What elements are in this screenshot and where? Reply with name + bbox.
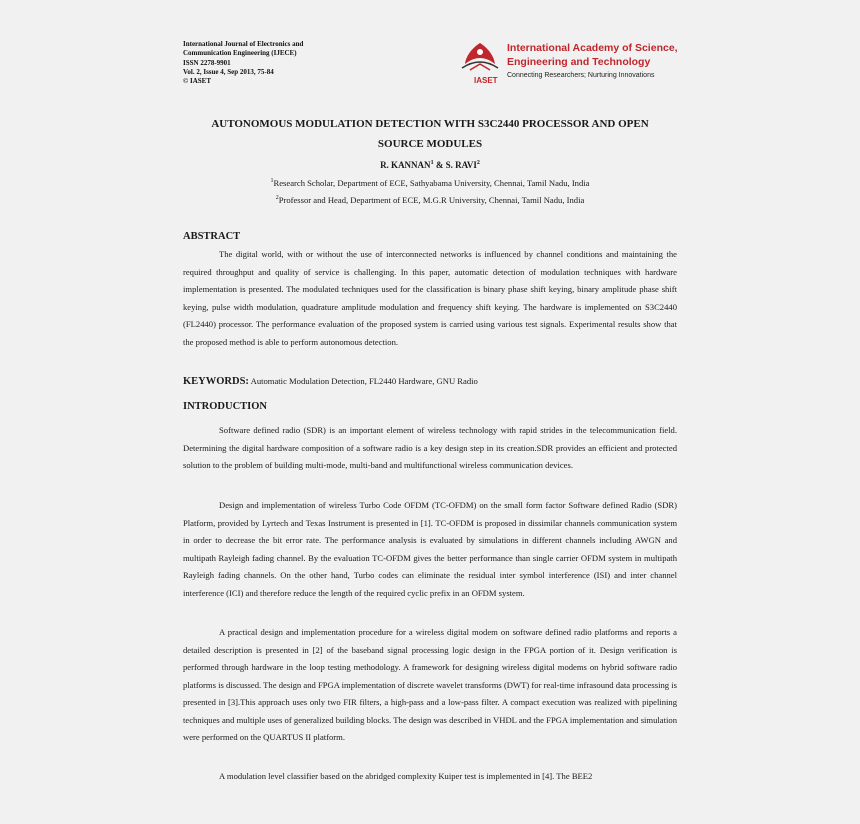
abstract-heading: ABSTRACT <box>183 231 241 242</box>
logo-tagline: Connecting Researchers; Nurturing Innovations <box>507 72 655 79</box>
paper-title <box>183 114 677 154</box>
affiliation-text: Research Scholar, Department of ECE, Sathyabama University, Chennai, Tamil Nadu, India <box>273 178 590 188</box>
author-name: R. KANNAN <box>380 160 431 170</box>
iaset-logo <box>456 40 678 88</box>
journal-line: Vol. 2, Issue 4, Sep 2013, 75-84 <box>183 67 274 76</box>
journal-line: International Journal of Electronics and <box>183 40 304 48</box>
journal-line: ISSN 2278-9901 <box>183 58 231 67</box>
journal-line: © IASET <box>183 77 211 86</box>
author-sup: 1 <box>430 160 434 166</box>
affiliation-2 <box>183 195 677 205</box>
author-name: S. RAVI <box>445 160 477 170</box>
authors <box>183 160 677 170</box>
affiliation-text: Professor and Head, Department of ECE, M.G.R University, Chennai, Tamil Nadu, India <box>278 195 585 205</box>
journal-info <box>183 40 303 86</box>
title-line: AUTONOMOUS MODULATION DETECTION WITH S3C2440 PROCESSOR AND OPEN <box>211 118 649 130</box>
keywords-text: Automatic Modulation Detection, FL2440 Hardware, GNU Radio <box>248 376 478 386</box>
intro-paragraph: A modulation level classifier based on the abridged complexity Kuiper test is implemented in [4]. The BEE2 <box>219 771 593 781</box>
intro-paragraph: Design and implementation of wireless Turbo Code OFDM (TC-OFDM) on the small form factor Software defined Radio (SDR) Platform, provided by Lyrtech and Texas Instrument is presented in [1]. TC-OFDM is proposed in dissimilar channels communication system in order to decrease the bit error rate. The performance analysis is evaluated by simulations in different channels including AWGN and multipath Rayleigh fading channel. By the evaluation TC-OFDM gives the better performance than single carrier OFDM system in multipath Rayleigh fading channels. On the other hand, Turbo codes can eliminate the residual inter symbol interference (ISI) and inter channel interference (ICI) and therefore reduce the length of the required cyclic prefix in an OFDM system. <box>183 500 677 598</box>
affiliation-1 <box>183 178 677 188</box>
logo-line2: Engineering and Technology <box>507 56 651 68</box>
keywords-label: KEYWORDS: <box>183 376 249 387</box>
title-line: SOURCE MODULES <box>377 138 483 150</box>
introduction-heading: INTRODUCTION <box>183 401 268 412</box>
journal-line: Communication Engineering (IJECE) <box>183 49 297 58</box>
logo-word: IASET <box>474 76 498 85</box>
intro-paragraph: Software defined radio (SDR) is an important element of wireless technology with rapid strides in the telecommunication field. Determining the digital hardware composition of a software radio is a key design step in its creation.SDR provides an efficient and protected solution to the problem of building multi-mode, multi-band and multifunctional wireless communication devices. <box>183 425 677 470</box>
logo-line1: International Academy of Science, <box>507 42 678 54</box>
author-sup: 2 <box>476 160 480 166</box>
keywords <box>183 376 478 387</box>
affiliation-sup: 1 <box>270 178 274 185</box>
author-separator: & <box>433 160 446 170</box>
affiliation-sup: 2 <box>275 195 279 202</box>
intro-paragraph: A practical design and implementation procedure for a wireless digital modem on software defined radio platforms and reports a detailed description is presented in [2] of the baseband signal processing logic design in the FPGA portion of it. Design verification is performed through hardware in the loop testing methodology. A framework for designing wireless digital modems on hybrid software radio platforms is discussed. The design and FPGA implementation of discrete wavelet transforms (DWT) for real-time infrasound data processing is presented in [3].This approach uses only two FIR filters, a high-pass and a low-pass filter. A compact execution was realized with pipelining techniques and multiple uses of generalized building blocks. The design was described in VHDL and the FPGA implementation and simulation were performed on the QUARTUS II platform. <box>183 627 677 742</box>
abstract-text: The digital world, with or without the use of interconnected networks is influenced by channel conditions and maintaining the required throughput and quality of service is challenging. In this paper, automatic detection of modulation techniques with hardware implementation is presented. The modulated techniques used for the classification is binary phase shift keying, binary amplitude phase shift keying, pulse width modulation, quadrature amplitude modulation and frequency shift keying. The hardware is implemented on S3C2440 (FL2440) processor. The performance evaluation of the proposed system is carried using various test signals. Experimental results show that the proposed method is able to perform autonomous detection. <box>183 249 677 347</box>
